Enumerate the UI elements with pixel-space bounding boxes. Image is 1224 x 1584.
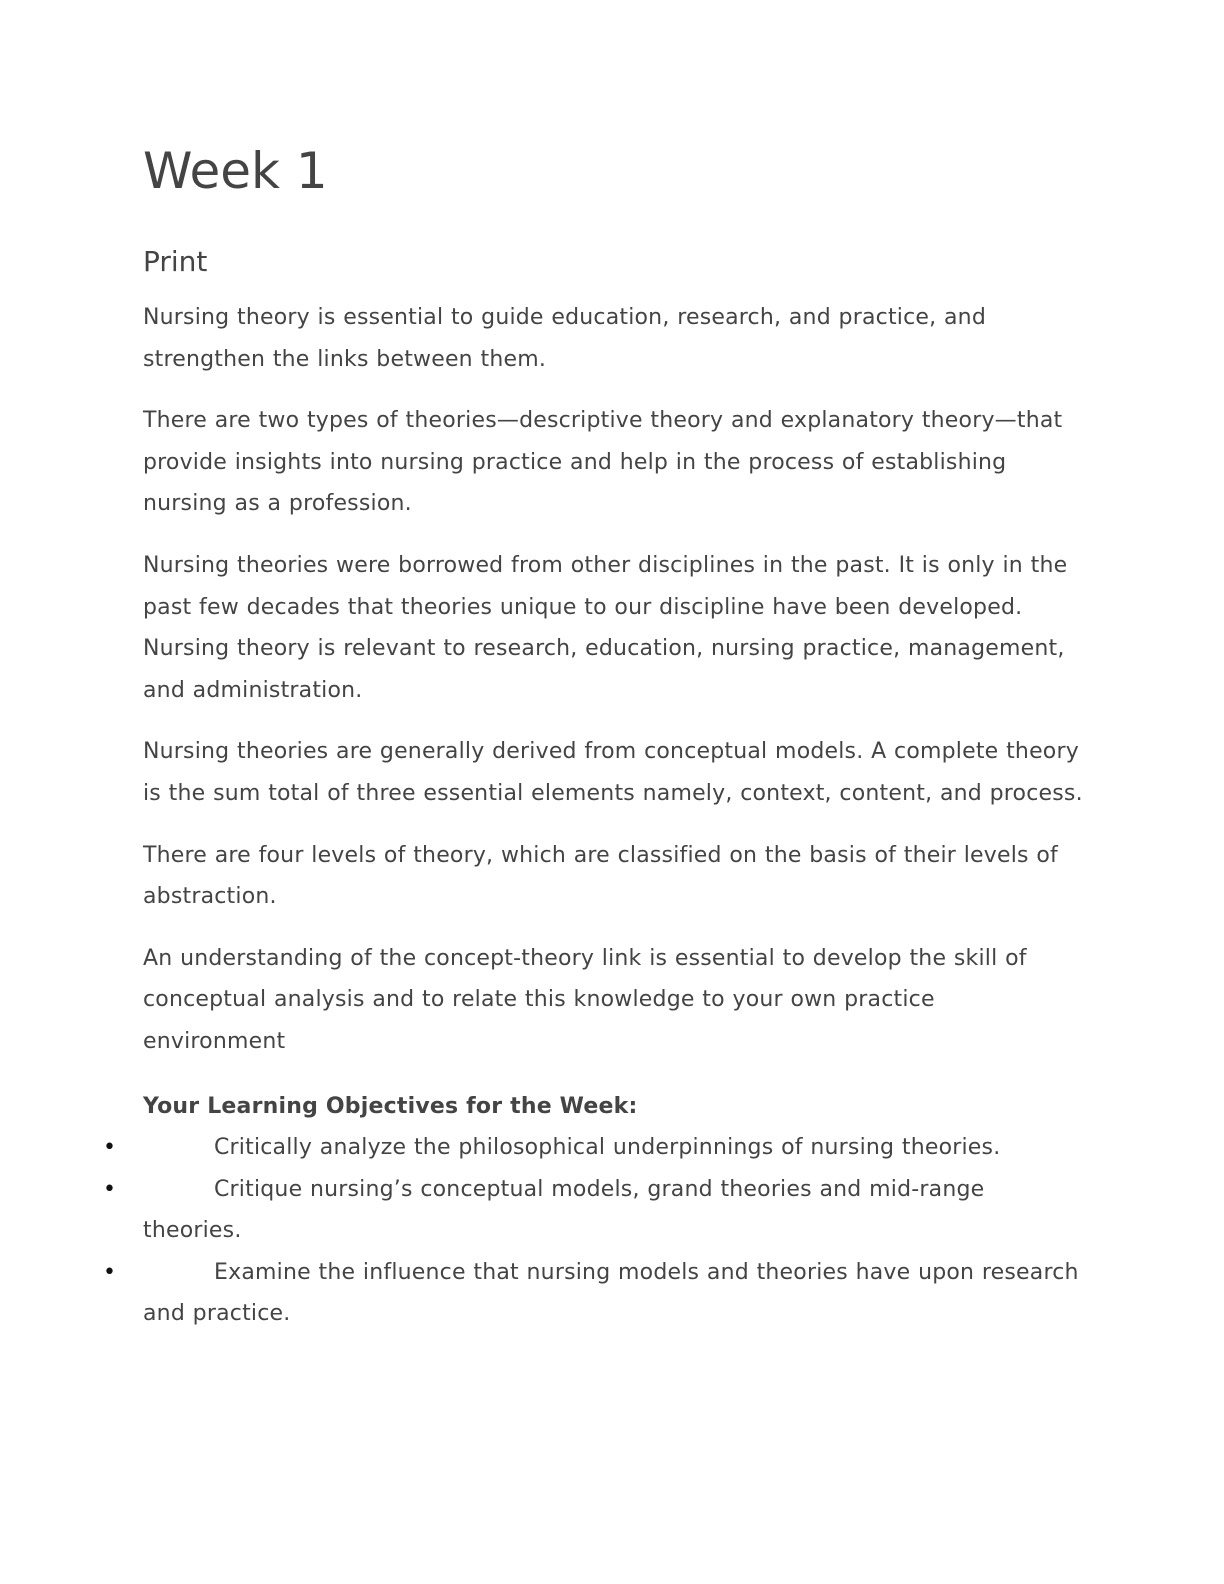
list-item-text: Examine the influence that nursing models and theories have upon research and practice. <box>143 1259 1079 1327</box>
paragraph: There are two types of theories—descriptive theory and explanatory theory—that provide insights into nursing practice and help in the process of establishing nursing as a profession. <box>143 408 1063 517</box>
objectives-list <box>103 1127 1083 1335</box>
paragraph: An understanding of the concept-theory link is essential to develop the skill of conceptual analysis and to relate this knowledge to your own practice environment <box>143 945 1027 1054</box>
list-item-text: Critique nursing’s conceptual models, grand theories and mid-range theories. <box>143 1176 985 1244</box>
paragraph: Nursing theories are generally derived from conceptual models. A complete theory is the sum total of three essential elements namely, context, content, and process. <box>143 739 1083 806</box>
list-item <box>103 1127 1083 1169</box>
document-page <box>103 140 1083 1335</box>
page-title: Week 1 <box>143 142 328 200</box>
bullet-icon: • <box>103 1259 117 1285</box>
paragraph: Nursing theories were borrowed from other disciplines in the past. It is only in the past few decades that theories unique to our discipline have been developed. Nursing theory is relevant to research, education, nursing practice, management, and administration. <box>143 552 1068 703</box>
objectives-heading: Your Learning Objectives for the Week: <box>143 1093 638 1119</box>
list-item <box>103 1169 1083 1252</box>
paragraph: Nursing theory is essential to guide education, research, and practice, and strengthen the links between them. <box>143 305 986 372</box>
bullet-icon: • <box>103 1176 117 1202</box>
list-item-text: Critically analyze the philosophical underpinnings of nursing theories. <box>214 1135 1001 1161</box>
paragraph: There are four levels of theory, which are classified on the basis of their levels of abstraction. <box>143 842 1058 910</box>
list-item <box>103 1252 1083 1335</box>
section-subtitle: Print <box>143 245 208 278</box>
bullet-icon: • <box>103 1135 117 1161</box>
